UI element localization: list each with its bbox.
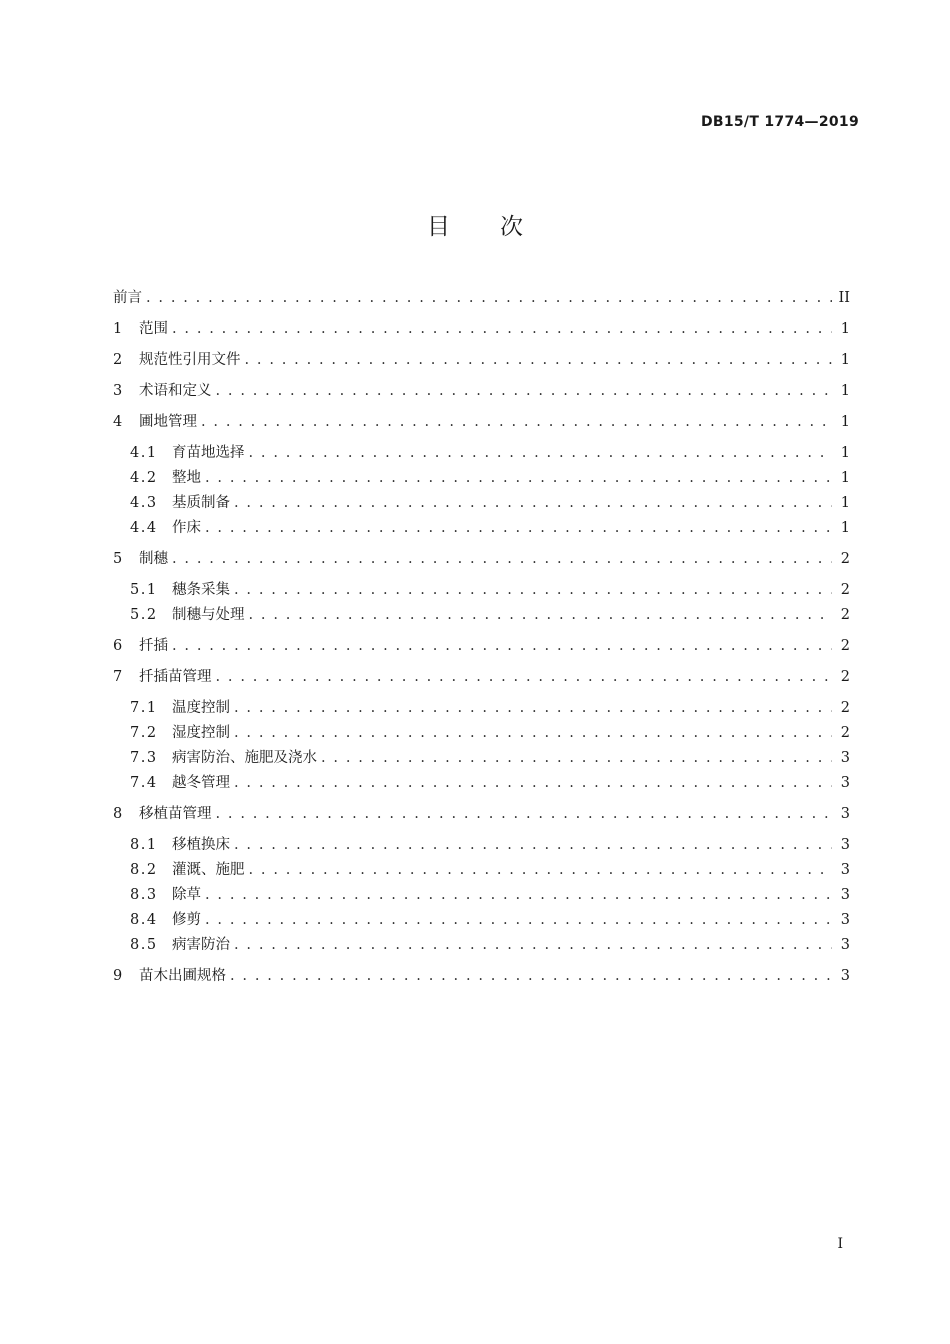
toc-entry-number: 4 [113, 414, 123, 430]
toc-dot-leader [172, 636, 832, 656]
toc-entry-page: 3 [840, 968, 850, 984]
title-char-2: 次 [500, 214, 523, 240]
toc-entry[interactable] [130, 443, 850, 463]
toc-entry-page: 3 [840, 806, 850, 822]
toc-entry-page: 3 [840, 937, 850, 953]
toc-dot-leader [205, 910, 832, 930]
toc-entry[interactable] [113, 966, 850, 986]
toc-entry-label: 苗木出圃规格 [139, 968, 226, 984]
toc-entry-page: 1 [840, 321, 850, 337]
toc-entry-page: 1 [840, 414, 850, 430]
toc-entry-number: 8 [113, 806, 123, 822]
toc-dot-leader [234, 698, 832, 718]
toc-entry-label: 除草 [172, 887, 201, 903]
toc-entry-label: 扦插 [139, 638, 168, 654]
toc-dot-leader [234, 580, 832, 600]
toc-entry-number: 8.3 [130, 887, 158, 903]
toc-entry[interactable] [130, 910, 850, 930]
toc-entry-number: 4.4 [130, 520, 158, 536]
toc-entry[interactable] [113, 636, 850, 656]
toc-entry-number: 8.5 [130, 937, 158, 953]
page-title [0, 208, 950, 241]
toc-entry-number: 8.1 [130, 837, 158, 853]
toc-entry-label: 基质制备 [172, 495, 230, 511]
toc-entry-page: 3 [840, 887, 850, 903]
toc-entry-number: 5 [113, 551, 123, 567]
toc-entry-page: 3 [840, 912, 850, 928]
toc-dot-leader [249, 443, 833, 463]
toc-entry-label: 制穗与处理 [172, 607, 245, 623]
toc-entry-label: 范围 [139, 321, 168, 337]
toc-dot-leader [234, 935, 832, 955]
toc-entry-label: 湿度控制 [172, 725, 230, 741]
toc-entry-label: 作床 [172, 520, 201, 536]
toc-entry[interactable] [130, 518, 850, 538]
toc-entry[interactable] [113, 288, 850, 308]
toc-entry-number: 8.2 [130, 862, 158, 878]
toc-entry-page: 1 [840, 520, 850, 536]
toc-entry-page: 2 [840, 551, 850, 567]
toc-entry-page: 2 [840, 700, 850, 716]
toc-entry-label: 扦插苗管理 [139, 669, 212, 685]
toc-dot-leader [321, 748, 832, 768]
toc-entry[interactable] [130, 935, 850, 955]
toc-entry-number: 7.4 [130, 775, 158, 791]
toc-dot-leader [216, 804, 833, 824]
toc-entry-page: 2 [840, 725, 850, 741]
toc-entry-number: 7 [113, 669, 123, 685]
toc-entry-number: 3 [113, 383, 123, 399]
toc-entry[interactable] [130, 885, 850, 905]
toc-entry-label: 病害防治 [172, 937, 230, 953]
toc-entry-label: 制穗 [139, 551, 168, 567]
toc-entry[interactable] [130, 698, 850, 718]
toc-dot-leader [205, 885, 832, 905]
toc-entry-number: 7.1 [130, 700, 158, 716]
toc-entry[interactable] [113, 804, 850, 824]
toc-dot-leader [230, 966, 832, 986]
toc-entry-label: 前言 [113, 290, 142, 306]
toc-dot-leader [216, 381, 833, 401]
toc-dot-leader [216, 667, 833, 687]
standard-code: DB15/T 1774—2019 [700, 114, 859, 130]
toc-entry-number: 6 [113, 638, 123, 654]
toc-entry-page: 3 [840, 775, 850, 791]
toc-entry-page: 3 [840, 862, 850, 878]
toc-dot-leader [146, 288, 832, 308]
toc-entry-page: 2 [840, 669, 850, 685]
toc-entry-label: 温度控制 [172, 700, 230, 716]
toc-entry-page: II [838, 290, 850, 306]
toc-entry[interactable] [130, 580, 850, 600]
toc-entry-number: 7.3 [130, 750, 158, 766]
toc-entry-page: 2 [840, 582, 850, 598]
toc-dot-leader [234, 773, 832, 793]
toc-entry[interactable] [130, 493, 850, 513]
toc-entry[interactable] [113, 549, 850, 569]
toc-dot-leader [205, 518, 832, 538]
toc-entry[interactable] [113, 381, 850, 401]
toc-entry-label: 越冬管理 [172, 775, 230, 791]
toc-entry-page: 1 [840, 445, 850, 461]
toc-entry-number: 5.2 [130, 607, 158, 623]
toc-entry-label: 病害防治、施肥及浇水 [172, 750, 317, 766]
toc-entry-label: 修剪 [172, 912, 201, 928]
toc-dot-leader [172, 549, 832, 569]
toc-entry-page: 2 [840, 638, 850, 654]
toc-entry-page: 3 [840, 750, 850, 766]
title-char-1: 目 [427, 214, 450, 240]
toc-entry-label: 灌溉、施肥 [172, 862, 245, 878]
toc-entry[interactable] [113, 319, 850, 339]
toc-dot-leader [234, 835, 832, 855]
toc-entry-page: 2 [840, 607, 850, 623]
toc-entry[interactable] [130, 835, 850, 855]
toc-entry-page: 1 [840, 470, 850, 486]
toc-entry[interactable] [130, 773, 850, 793]
toc-entry[interactable] [130, 748, 850, 768]
toc-entry-number: 2 [113, 352, 123, 368]
toc-entry-label: 育苗地选择 [172, 445, 245, 461]
toc-entry[interactable] [130, 605, 850, 625]
toc-entry-number: 9 [113, 968, 123, 984]
page-number: I [837, 1236, 843, 1252]
toc-entry-number: 4.2 [130, 470, 158, 486]
toc-entry-number: 1 [113, 321, 123, 337]
toc-entry-label: 规范性引用文件 [139, 352, 241, 368]
toc-dot-leader [201, 412, 832, 432]
toc-entry[interactable] [113, 667, 850, 687]
toc-entry-number: 4.1 [130, 445, 158, 461]
toc-dot-leader [234, 493, 832, 513]
toc-dot-leader [249, 605, 833, 625]
toc-dot-leader [249, 860, 833, 880]
toc-entry-label: 术语和定义 [139, 383, 212, 399]
toc-dot-leader [205, 468, 832, 488]
toc-entry-label: 移植换床 [172, 837, 230, 853]
toc-dot-leader [172, 319, 832, 339]
toc-entry-page: 1 [840, 495, 850, 511]
toc-entry-number: 5.1 [130, 582, 158, 598]
toc-dot-leader [234, 723, 832, 743]
toc-entry-label: 移植苗管理 [139, 806, 212, 822]
toc-entry-page: 1 [840, 352, 850, 368]
toc-entry-page: 3 [840, 837, 850, 853]
toc-entry-label: 圃地管理 [139, 414, 197, 430]
toc-entry-number: 4.3 [130, 495, 158, 511]
toc-entry-page: 1 [840, 383, 850, 399]
toc-entry-number: 8.4 [130, 912, 158, 928]
toc-dot-leader [245, 350, 833, 370]
toc-entry[interactable] [113, 412, 850, 432]
toc-entry[interactable] [130, 860, 850, 880]
toc-entry-number: 7.2 [130, 725, 158, 741]
toc-entry[interactable] [113, 350, 850, 370]
toc-entry[interactable] [130, 468, 850, 488]
toc-entry-label: 穗条采集 [172, 582, 230, 598]
toc-entry-label: 整地 [172, 470, 201, 486]
toc-entry[interactable] [130, 723, 850, 743]
